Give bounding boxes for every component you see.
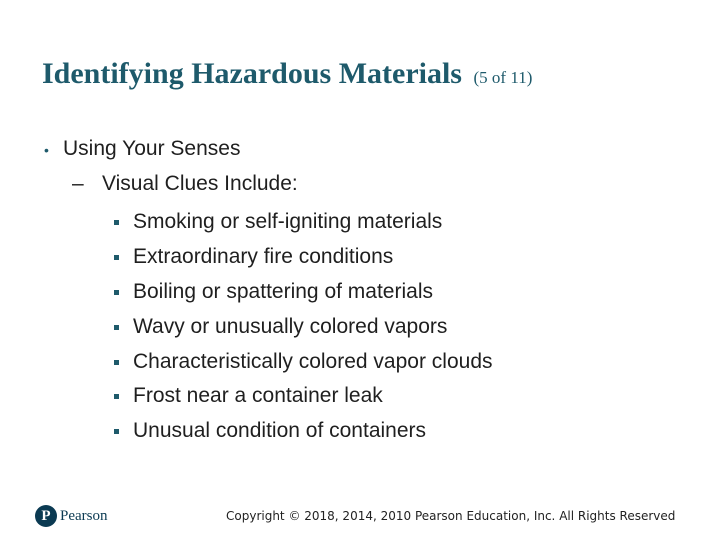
square-bullet-icon: [114, 325, 119, 330]
slide-title: [42, 57, 532, 91]
list-item-text: Boiling or spattering of materials: [133, 279, 433, 303]
bullet-level1: [44, 137, 240, 161]
square-bullet-icon: [114, 360, 119, 365]
list-item: [114, 344, 493, 379]
slide-title-text: Identifying Hazardous Materials: [42, 57, 462, 90]
square-bullet-icon: [114, 220, 119, 225]
list-item-text: Wavy or unusually colored vapors: [133, 314, 448, 338]
bullet-dot: •: [44, 142, 49, 158]
list-item: [114, 379, 493, 414]
list-item: [114, 309, 493, 344]
list-item-text: Smoking or self-igniting materials: [133, 210, 443, 234]
bullet-dash: –: [72, 172, 84, 195]
square-bullet-icon: [114, 255, 119, 260]
visual-clues-list: [114, 205, 493, 449]
pearson-logo: [35, 505, 108, 527]
square-bullet-icon: [114, 394, 119, 399]
copyright-notice: Copyright © 2018, 2014, 2010 Pearson Education, Inc. All Rights Reserved: [226, 509, 676, 523]
bullet-level2: [72, 172, 298, 196]
list-item-text: Characteristically colored vapor clouds: [133, 349, 493, 373]
square-bullet-icon: [114, 290, 119, 295]
pearson-logo-icon: P: [35, 505, 57, 527]
list-item: [114, 205, 493, 240]
bullet-level2-text: Visual Clues Include:: [102, 172, 298, 195]
list-item: [114, 414, 493, 449]
list-item: [114, 275, 493, 310]
square-bullet-icon: [114, 429, 119, 434]
bullet-level1-text: Using Your Senses: [63, 137, 241, 160]
list-item-text: Unusual condition of containers: [133, 419, 427, 443]
pearson-logo-text: Pearson: [60, 507, 108, 524]
list-item-text: Extraordinary fire conditions: [133, 245, 394, 269]
list-item: [114, 240, 493, 275]
slide-title-suffix: (5 of 11): [473, 68, 533, 87]
list-item-text: Frost near a container leak: [133, 384, 383, 408]
